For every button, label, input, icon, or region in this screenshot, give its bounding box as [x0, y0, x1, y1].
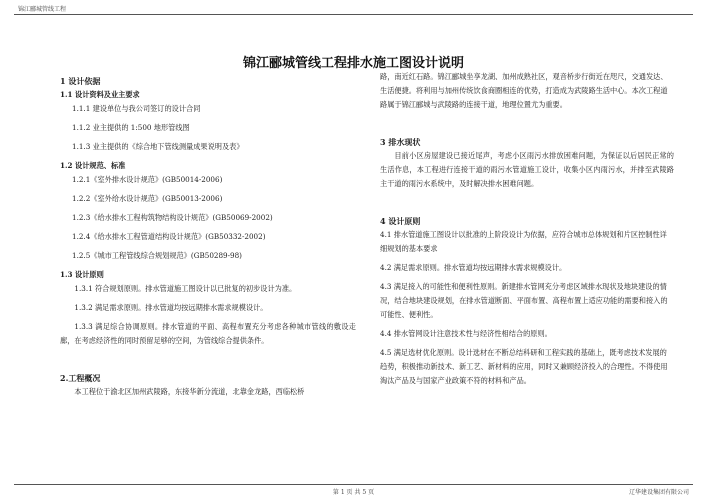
section-heading: 4 设计原则 — [380, 216, 421, 226]
list-item: 1.2.3《给水排水工程构筑物结构设计规范》(GB50069-2002) — [72, 213, 273, 222]
paragraph: 4.5 满足选材优化原则。设计选材在不断总结科研和工程实践的基础上，既考虑技术发展的趋势，积极推动新技术、新工艺、新材料的应用，同时又兼顾经济投入的合理性。不得使用淘汰产品及与国家产业政策不符的材料和产品。 — [380, 348, 668, 385]
paragraph: 本工程位于渝北区加州武陵路，东接华新分流道，北靠金龙路，西临松桥 — [74, 387, 305, 396]
paragraph: 1.3.2 满足需求原则。排水管道均按远期排水需求规模设计。 — [74, 303, 268, 312]
paragraph: 4.3 满足接入的可能性和便利性原则。新建排水管网充分考虑区域排水现状及地块建设的情况，结合地块建设规划，在排水管道断面、平面布置、高程布置上适应功能的需要和接入的可能性、便利性。 — [380, 282, 668, 319]
footer-rule — [14, 484, 693, 485]
paragraph: 4.4 排水管网设计注意技术性与经济性相结合的原则。 — [380, 329, 552, 338]
paragraph: 目前小区房屋建设已接近尾声，考虑小区雨污水排放困难问题，为保证以后居民正常的生活作息，本工程进行连接干道的雨污水管道施工设计，收集小区内雨污水，并排至武陵路主干道的雨污水系统中，及时解决排水困难问题。 — [380, 151, 674, 188]
paragraph: 1.3.1 符合规划原则。排水管道施工图设计以已批复的初步设计为准。 — [74, 284, 297, 293]
list-item: 1.2.2《室外给水设计规范》(GB50013-2006) — [72, 194, 223, 203]
section-heading: 1 设计依据 — [60, 76, 101, 86]
subsection-heading: 1.2 设计规范、标准 — [60, 161, 126, 170]
header-rule — [14, 14, 693, 15]
paragraph: 1.3.3 满足综合协调原则。排水管道的平面、高程布置充分考虑各种城市管线的敷设走廊，在考虑经济性的同时预留足够的空间，为管线综合提供条件。 — [60, 322, 356, 345]
subsection-heading: 1.1 设计资料及业主要求 — [60, 90, 140, 99]
paragraph: 路，南近红石路。锦江郦城坐享龙湖、加州成熟社区，观音桥步行街近在咫尺，交通发达、生活便捷。将利用与加州传统饮食商圈相连的优势，打造成为武陵路生活中心。本次工程道路属于锦江郦城与武陵路的连接干道，地理位置尤为重要。 — [380, 72, 668, 109]
spacer — [380, 117, 674, 131]
page-number: 第 1 页 共 5 页 — [332, 489, 375, 496]
subsection-heading: 1.3 设计原则 — [60, 270, 104, 279]
list-item: 1.2.1《室外排水设计规范》(GB50014-2006) — [72, 175, 223, 184]
section-heading: 2.工程概况 — [60, 373, 101, 383]
left-column — [60, 70, 356, 404]
section-heading: 3 排水现状 — [380, 137, 421, 147]
list-item: 1.1.2 业主提供的 1:500 地形管线图 — [72, 123, 190, 132]
list-item: 1.2.4《给水排水工程管道结构设计规范》(GB50332-2002) — [72, 232, 266, 241]
document-title: 锦江郦城管线工程排水施工图设计说明 — [242, 56, 464, 71]
spacer — [60, 353, 356, 367]
right-column — [380, 70, 674, 393]
list-item: 1.2.5《城市工程管线综合规划规范》(GB50289-98) — [72, 251, 242, 260]
list-item: 1.1.1 建设单位与我公司签订的设计合同 — [72, 104, 201, 113]
paragraph: 4.2 满足需求原则。排水管道均按远期排水需求规模设计。 — [380, 263, 567, 272]
paragraph: 4.1 排水管道施工图设计以批准的上阶段设计为依据，应符合城市总体规划和片区控制性详细规划的基本要求 — [380, 230, 667, 253]
company-name: 辽华建设集团有限公司 — [628, 489, 689, 496]
spacer — [380, 196, 674, 210]
list-item: 1.1.3 业主提供的《综合地下管线测量成果说明及表》 — [72, 142, 244, 151]
page-header-text: 锦江郦城管线工程 — [18, 6, 67, 13]
